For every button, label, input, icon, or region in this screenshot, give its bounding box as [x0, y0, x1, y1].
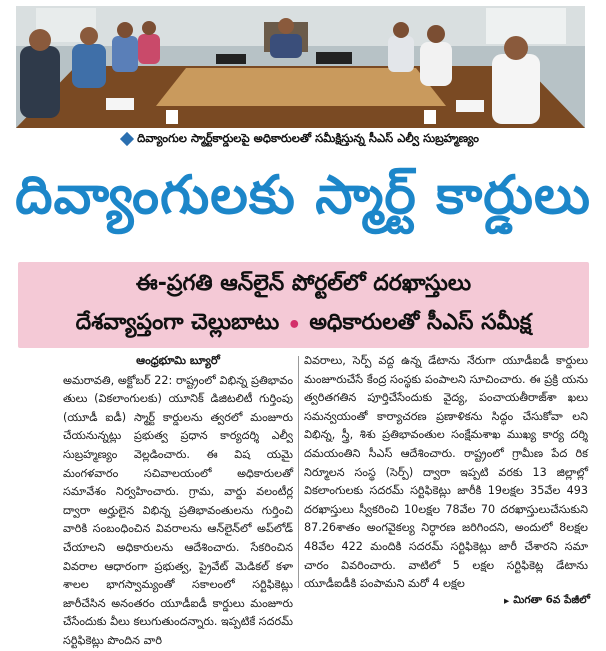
subheadline-line-1: ఈ-ప్రగతి ఆన్‌లైన్ పోర్టల్‌లో దరఖాస్తులు — [135, 271, 472, 296]
meeting-photo — [16, 6, 585, 128]
article-right-text: వివరాలు, సెర్ప్ వద్ద ఉన్న డేటాను నేరుగా యూడీఐడీ కార్డులు మంజూరుచేసే కేంద్ర సంస్థకు పంపాలని సూచించారు. ఈ ప్రక్రి యను త్వరితగతిన పూర్తిచేసేందుకు వైద్య, పంచాయతీరాజ్‌శా ఖలు సమన్వయంతో కార్యాచరణ ప్రణాళికను సిద్ధం చేసుకోవా లని విభిన్న, స్త్రీ, శిశు ప్రతిభావంతుల సంక్షేమశాఖ ముఖ్య కార్య దర్శి దమయంతిని సీఎస్ ఆదేశించారు. రాష్ట్రంలో గ్రామీణ పేద రిక నిర్మూలన సంస్థ (సెర్ప్) ద్వారా ఇప్పటి వరకు 13 జిల్లాల్లో వికలాంగులకు సదరమ్ సర్టిఫికెట్లు జారీకి 19లక్షల 35వేల 493 దరఖాస్తులు స్వీకరించి 10లక్షల 78వేల 70 దరఖాస్తులుచేసుకుని 87.26శాతం అంగవైకల్య నిర్ధారణ జరిగిందని, అందులో 8లక్షల 48వేల 422 మందికి సదరమ్ సర్టిఫికెట్లు జారీ చేశారని సమా చారం వివరించారు. వాటిలో 5 లక్షల సర్టిఫికెట్ల డేటాను యూడీఐడీకి పంపామని మరో 4 లక్షల — [304, 354, 588, 591]
subheadline-bullet: • — [287, 312, 302, 338]
photo-caption-text: దివ్యాంగుల స్మార్ట్‌కార్డులపై అధికారులతో సమీక్షిస్తున్న సీఎస్ ఎల్వీ సుబ్రహ్మణ్యం — [137, 130, 479, 145]
subheadline-line-2-b: అధికారులతో సీఎస్ సమీక్ష — [309, 310, 532, 335]
photo-caption — [16, 128, 585, 150]
article-column-right — [304, 352, 588, 592]
column-divider — [298, 356, 299, 588]
caption-marker-icon — [120, 132, 134, 146]
continued-arrow-icon: ▸ — [503, 595, 510, 607]
meeting-photo-illustration — [16, 6, 585, 128]
continued-text: మిగతా 6వ పేజీలో — [513, 593, 590, 606]
subheadline-box — [18, 262, 589, 348]
article-byline: ఆంధ్రభూమి బ్యూరో — [136, 354, 220, 367]
article-left-text: అమరావతి, అక్టోబర్ 22: రాష్ట్రంలో విభిన్న ప్రతిభావం తులు (వికలాంగులకు) యూనిక్ డిజిటలిటీ గుర్తింపు (యూడీ ఐడీ) స్మార్ట్ కార్డులను త్వరలో మంజూరు చేయనున్నట్లు ప్రభుత్వ ప్రధాన కార్యదర్శి ఎల్వీ సుబ్రహ్మణ్యం వెల్లడించారు. ఈ విష యమై మంగళవారం సచివాలయంలో అధికారులతో సమావేశం నిర్వహించారు. గ్రామ, వార్డు వలంటీర్ల ద్వారా అర్హులైన విభిన్న ప్రతిభావంతులను గుర్తించి వారికి సంబంధించిన వివరాలను ఆన్‌లైన్‌లో అప్‌లోడ్ చేయాలని అధికారులను ఆదేశించారు. సేకరించిన వివరాల ఆధారంగా ప్రభుత్వ, ప్రైవేట్ మెడికల్ కళా శాలల భాగస్వామ్యంతో సకాలంలో సర్టిఫికెట్లు జారీచేసిన అనంతరం యూడీఐడీ కార్డులు మంజూరు చేసేందుకు వీలు కలుగుతుందన్నారు. ఇప్పటికే సదరమ్ సర్టిఫికెట్లు పొందిన వారి — [63, 373, 293, 647]
subheadline-line-2 — [18, 305, 589, 345]
article-column-left — [63, 352, 293, 647]
headline: దివ్యాంగులకు స్మార్ట్ కార్డులు — [15, 165, 591, 226]
subheadline-line-2-a: దేశవ్యాప్తంగా చెల్లుబాటు — [75, 310, 280, 335]
continued-on-page — [470, 592, 590, 610]
